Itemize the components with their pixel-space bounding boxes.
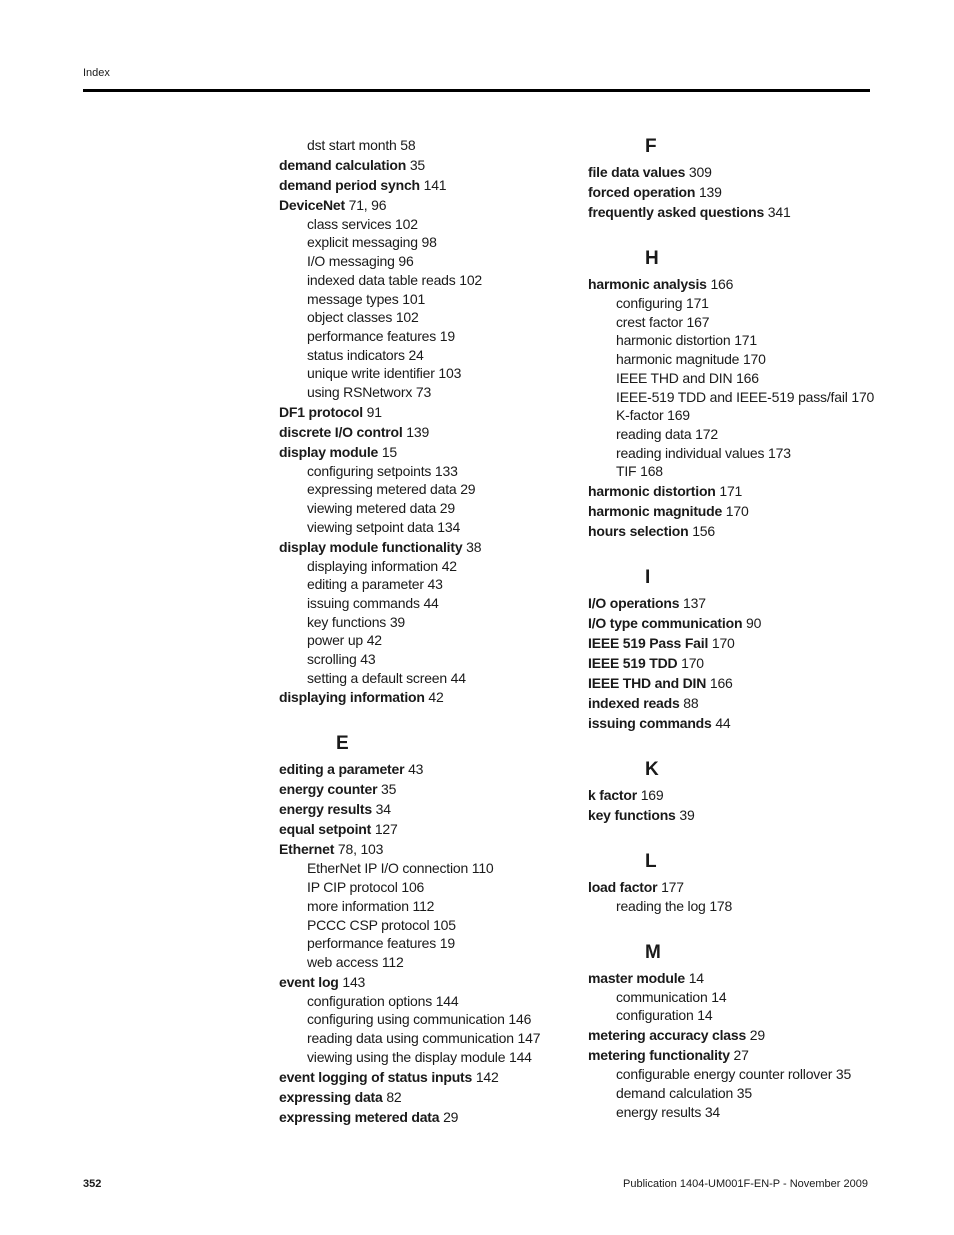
page-reference: 96: [398, 253, 414, 270]
index-subentry: [307, 499, 559, 518]
page-reference: 98: [421, 234, 437, 251]
index-term: reading individual values: [616, 444, 765, 461]
page-reference: 133: [434, 462, 458, 479]
index-term: web access: [307, 953, 379, 970]
index-term: displaying information: [279, 689, 425, 706]
index-entry: [279, 195, 559, 215]
index-term: dst start month: [307, 137, 397, 153]
index-term: configuring: [616, 295, 683, 311]
index-term: PCCC CSP protocol: [307, 916, 430, 933]
index-term: IEEE 519 TDD: [588, 655, 678, 672]
index-subentry: [616, 425, 888, 444]
index-term: configurable energy counter rollover: [616, 1066, 833, 1083]
page-reference: 166: [709, 675, 733, 692]
page-reference: 91: [366, 403, 382, 420]
index-term: reading data: [616, 425, 692, 442]
index-subentry: [307, 669, 559, 688]
header-rule: [83, 89, 870, 92]
page-reference: 341: [767, 204, 791, 220]
page-reference: 170: [725, 503, 749, 520]
page-reference: 34: [375, 801, 391, 818]
page-reference: 29: [443, 1108, 459, 1125]
index-term: configuration options: [307, 992, 432, 1009]
page-reference: 106: [401, 879, 425, 896]
index-term: key functions: [588, 807, 676, 824]
index-term: file data values: [588, 164, 686, 180]
index-subentry: [307, 290, 559, 309]
index-term: editing a parameter: [307, 576, 424, 593]
page-reference: 171: [734, 332, 757, 349]
index-term: message types: [307, 290, 399, 307]
index-subentry: [307, 327, 559, 346]
index-term: explicit messaging: [307, 234, 418, 251]
index-term: harmonic magnitude: [588, 503, 723, 520]
index-term: IP CIP protocol: [307, 879, 398, 896]
index-term: reading the log: [616, 898, 706, 915]
index-term: I/O operations: [588, 595, 680, 612]
index-entry: [588, 968, 888, 988]
index-term: expressing data: [279, 1088, 383, 1105]
index-subentry: [307, 557, 559, 576]
index-subentry: [307, 878, 559, 897]
page-reference: 24: [408, 346, 424, 363]
index-term: editing a parameter: [279, 761, 405, 778]
index-entry: [588, 653, 888, 673]
page-reference: 170: [711, 635, 735, 652]
page-reference: 139: [406, 423, 430, 440]
index-term: configuring setpoints: [307, 462, 432, 479]
index-term: Ethernet: [279, 841, 335, 858]
index-term: indexed data table reads: [307, 271, 456, 288]
index-term: master module: [588, 969, 685, 986]
index-subentry: [616, 1006, 888, 1025]
index-subentry: [307, 916, 559, 935]
index-term: performance features: [307, 327, 437, 344]
index-entry: [588, 633, 888, 653]
index-subentry: [307, 233, 559, 252]
page-reference: 42: [428, 689, 444, 706]
index-term: more information: [307, 897, 409, 914]
index-subentry: [307, 613, 559, 632]
index-term: unique write identifier: [307, 365, 435, 382]
index-term: expressing metered data: [279, 1108, 440, 1125]
publication-info: Publication 1404-UM001F-EN-P - November 2009: [623, 1178, 868, 1190]
index-term: IEEE THD and DIN: [616, 369, 733, 386]
page-reference: 35: [835, 1066, 852, 1083]
index-term: event log: [279, 973, 339, 990]
page-reference: 170: [742, 351, 766, 368]
index-entry: [279, 422, 559, 442]
page-reference: 43: [427, 576, 443, 593]
index-entry: [279, 799, 559, 819]
index-subentry: [616, 350, 888, 369]
index-subentry: [616, 369, 888, 388]
page-reference: 170: [851, 388, 875, 405]
index-term: key functions: [307, 613, 387, 630]
page-reference: 19: [439, 935, 455, 952]
index-term: frequently asked questions: [588, 204, 765, 220]
index-term: discrete I/O control: [279, 423, 403, 440]
index-term: forced operation: [588, 184, 696, 200]
index-term: configuration: [616, 1007, 694, 1024]
index-term: IEEE 519 Pass Fail: [588, 635, 709, 652]
index-letter-heading: K: [645, 759, 659, 781]
index-entry: [588, 182, 888, 202]
index-subentry: [307, 859, 559, 878]
index-subentry: [616, 331, 888, 350]
index-letter-heading: M: [645, 941, 661, 963]
index-subentry: [616, 444, 888, 463]
index-subentry: [307, 364, 559, 383]
page-reference: 146: [508, 1011, 532, 1028]
index-subentry: [616, 1065, 888, 1084]
index-subentry: [307, 346, 559, 365]
index-entry: [279, 779, 559, 799]
index-subentry: [307, 383, 559, 402]
page-reference: 44: [423, 594, 439, 611]
page-reference: 44: [715, 715, 731, 732]
index-subentry: [307, 594, 559, 613]
index-entry: [279, 819, 559, 839]
index-subentry: [616, 388, 888, 407]
index-term: event logging of status inputs: [279, 1068, 473, 1085]
index-subentry: [616, 406, 888, 425]
index-term: issuing commands: [307, 594, 420, 611]
page-reference: 166: [710, 276, 734, 292]
page-reference: 58: [400, 137, 416, 153]
index-term: viewing setpoint data: [307, 518, 434, 535]
page-reference: 112: [381, 953, 404, 970]
index-term: load factor: [588, 879, 658, 896]
index-subentry: [307, 271, 559, 290]
index-subentry: [307, 650, 559, 669]
index-entry: [279, 442, 559, 462]
page-reference: 141: [423, 176, 447, 193]
index-entry: [279, 537, 559, 557]
page-reference: 170: [681, 655, 704, 672]
index-subentry: [307, 252, 559, 271]
index-term: equal setpoint: [279, 821, 372, 838]
page-reference: 35: [381, 781, 397, 798]
page-reference: 142: [475, 1068, 499, 1085]
page-reference: 73: [415, 384, 432, 401]
page-reference: 90: [746, 615, 762, 632]
index-term: reading data using communication: [307, 1030, 514, 1047]
index-term: EtherNet IP I/O connection: [307, 860, 469, 877]
page-reference: 173: [768, 444, 791, 461]
index-term: issuing commands: [588, 715, 712, 732]
index-subentry: [307, 631, 559, 650]
index-term: viewing using the display module: [307, 1048, 506, 1065]
page-reference: 143: [342, 973, 366, 990]
page-reference: 178: [709, 898, 733, 915]
page-reference: 39: [389, 613, 406, 630]
page-reference: 177: [661, 879, 684, 896]
page-reference: 137: [683, 595, 706, 612]
index-term: configuring using communication: [307, 1011, 505, 1028]
index-subentry: [307, 518, 559, 537]
page-reference: 29: [439, 500, 455, 517]
index-entry: [588, 613, 888, 633]
page-reference: 144: [508, 1048, 532, 1065]
page-reference: 166: [736, 369, 759, 386]
index-subentry: [307, 897, 559, 916]
index-entry: [588, 521, 888, 541]
page-reference: 43: [408, 761, 424, 778]
page-reference: 309: [688, 164, 712, 180]
index-letter-heading: H: [645, 248, 659, 269]
index-subentry: [616, 462, 888, 481]
index-term: demand calculation: [616, 1084, 734, 1101]
index-term: energy results: [279, 801, 372, 818]
index-entry: [279, 687, 559, 707]
index-letter-heading: F: [645, 136, 657, 157]
index-subentry: [616, 1084, 888, 1103]
index-entry: [588, 481, 888, 501]
index-entry: [588, 877, 888, 897]
index-term: crest factor: [616, 313, 683, 330]
index-entry: [279, 155, 559, 175]
running-header: Index: [83, 67, 110, 79]
index-term: harmonic analysis: [588, 276, 707, 292]
index-entry: [588, 274, 888, 294]
page-reference: 169: [667, 407, 690, 424]
index-subentry: [307, 462, 559, 481]
index-subentry: [307, 1029, 559, 1048]
index-entry: [588, 785, 888, 805]
index-term: energy counter: [279, 781, 378, 798]
index-term: DeviceNet: [279, 196, 345, 213]
index-entry: [588, 162, 888, 182]
page-reference: 71, 96: [348, 196, 387, 213]
index-column-right: [588, 136, 888, 1121]
page-reference: 35: [409, 156, 425, 173]
page-reference: 167: [686, 313, 710, 330]
index-subentry: [307, 953, 559, 972]
page-reference: 103: [438, 365, 462, 382]
index-term: K-factor: [616, 407, 664, 424]
page-reference: 169: [640, 787, 664, 804]
index-term: demand period synch: [279, 176, 420, 193]
index-term: using RSNetworx: [307, 384, 413, 401]
page-reference: 15: [381, 443, 398, 460]
page-reference: 168: [640, 463, 663, 480]
index-entry: [588, 673, 888, 693]
index-entry: [588, 501, 888, 521]
page-reference: 102: [395, 215, 418, 232]
index-term: k factor: [588, 787, 637, 804]
page-reference: 44: [450, 669, 466, 686]
index-entry: [279, 1107, 559, 1127]
index-subentry: [307, 575, 559, 594]
index-term: expressing metered data: [307, 481, 457, 498]
index-term: harmonic distortion: [616, 332, 731, 349]
page-reference: 42: [441, 557, 457, 574]
index-term: display module: [279, 443, 379, 460]
page-reference: 38: [466, 538, 482, 555]
index-term: object classes: [307, 309, 393, 326]
index-term: IEEE-519 TDD and IEEE-519 pass/fail: [616, 388, 848, 405]
index-column-left: [279, 136, 559, 1127]
index-letter-heading: E: [336, 733, 349, 755]
index-term: IEEE THD and DIN: [588, 675, 707, 692]
page-reference: 29: [460, 481, 476, 498]
index-letter-heading: L: [645, 851, 657, 873]
index-entry: [588, 202, 888, 222]
page-reference: 110: [471, 860, 494, 877]
index-entry: [588, 1025, 888, 1045]
page-reference: 14: [688, 969, 704, 986]
index-subentry: [307, 992, 559, 1011]
index-term: harmonic distortion: [588, 483, 716, 500]
index-entry: [588, 693, 888, 713]
index-term: status indicators: [307, 346, 405, 363]
page-reference: 172: [695, 425, 718, 442]
index-entry: [588, 713, 888, 733]
index-term: scrolling: [307, 651, 357, 668]
page-reference: 82: [386, 1088, 402, 1105]
page-reference: 147: [517, 1030, 541, 1047]
index-term: communication: [616, 988, 708, 1005]
page-reference: 88: [683, 695, 699, 712]
index-entry: [279, 175, 559, 195]
page-reference: 14: [711, 988, 727, 1005]
index-term: demand calculation: [279, 156, 407, 173]
index-term: viewing metered data: [307, 500, 437, 517]
page-reference: 134: [437, 518, 461, 535]
index-term: power up: [307, 632, 363, 649]
index-subentry: [307, 480, 559, 499]
index-subentry: [616, 294, 888, 313]
index-subentry: [307, 1010, 559, 1029]
index-entry: [588, 593, 888, 613]
page-reference: 42: [366, 632, 382, 649]
index-term: indexed reads: [588, 695, 680, 712]
index-entry: [279, 972, 559, 992]
page-reference: 27: [733, 1047, 749, 1064]
page-reference: 144: [435, 992, 459, 1009]
page-reference: 14: [697, 1007, 713, 1024]
index-term: display module functionality: [279, 538, 463, 555]
index-term: harmonic magnitude: [616, 351, 740, 368]
index-subentry: [616, 988, 888, 1007]
index-entry: [279, 1087, 559, 1107]
index-entry: [279, 839, 559, 859]
page-reference: 171: [719, 483, 743, 500]
index-entry: [588, 1045, 888, 1065]
index-term: I/O type communication: [588, 615, 743, 632]
index-term: performance features: [307, 935, 437, 952]
index-subentry: [307, 136, 559, 155]
page-reference: 102: [459, 271, 483, 288]
index-term: I/O messaging: [307, 253, 395, 270]
index-term: class services: [307, 215, 392, 232]
page-number: 352: [83, 1178, 102, 1190]
page-reference: 127: [374, 821, 398, 838]
index-subentry: [307, 1048, 559, 1067]
index-term: TIF: [616, 463, 637, 480]
index-subentry: [307, 215, 559, 234]
page-reference: 78, 103: [337, 841, 384, 858]
page-reference: 139: [698, 184, 722, 200]
index-subentry: [616, 897, 888, 916]
index-entry: [588, 805, 888, 825]
page-reference: 43: [360, 651, 376, 668]
index-term: displaying information: [307, 557, 439, 574]
index-letter-heading: I: [645, 567, 651, 589]
page-reference: 34: [704, 1103, 721, 1120]
page-reference: 105: [433, 916, 456, 933]
page-reference: 35: [736, 1084, 752, 1101]
index-entry: [279, 759, 559, 779]
index-entry: [279, 402, 559, 422]
index-subentry: [616, 1103, 888, 1122]
page-reference: 112: [412, 897, 435, 914]
page-reference: 102: [395, 309, 419, 326]
index-term: DF1 protocol: [279, 403, 363, 420]
index-term: metering functionality: [588, 1047, 730, 1064]
index-term: metering accuracy class: [588, 1027, 747, 1044]
index-entry: [279, 1067, 559, 1087]
page-reference: 29: [749, 1027, 765, 1044]
index-term: setting a default screen: [307, 669, 447, 686]
page-reference: 156: [692, 523, 715, 540]
page-reference: 19: [439, 327, 455, 344]
index-term: energy results: [616, 1103, 702, 1120]
page-reference: 171: [686, 295, 709, 311]
page-reference: 101: [402, 290, 426, 307]
page-reference: 39: [679, 807, 695, 824]
index-subentry: [307, 308, 559, 327]
index-subentry: [616, 313, 888, 332]
index-subentry: [307, 934, 559, 953]
index-term: hours selection: [588, 523, 689, 540]
